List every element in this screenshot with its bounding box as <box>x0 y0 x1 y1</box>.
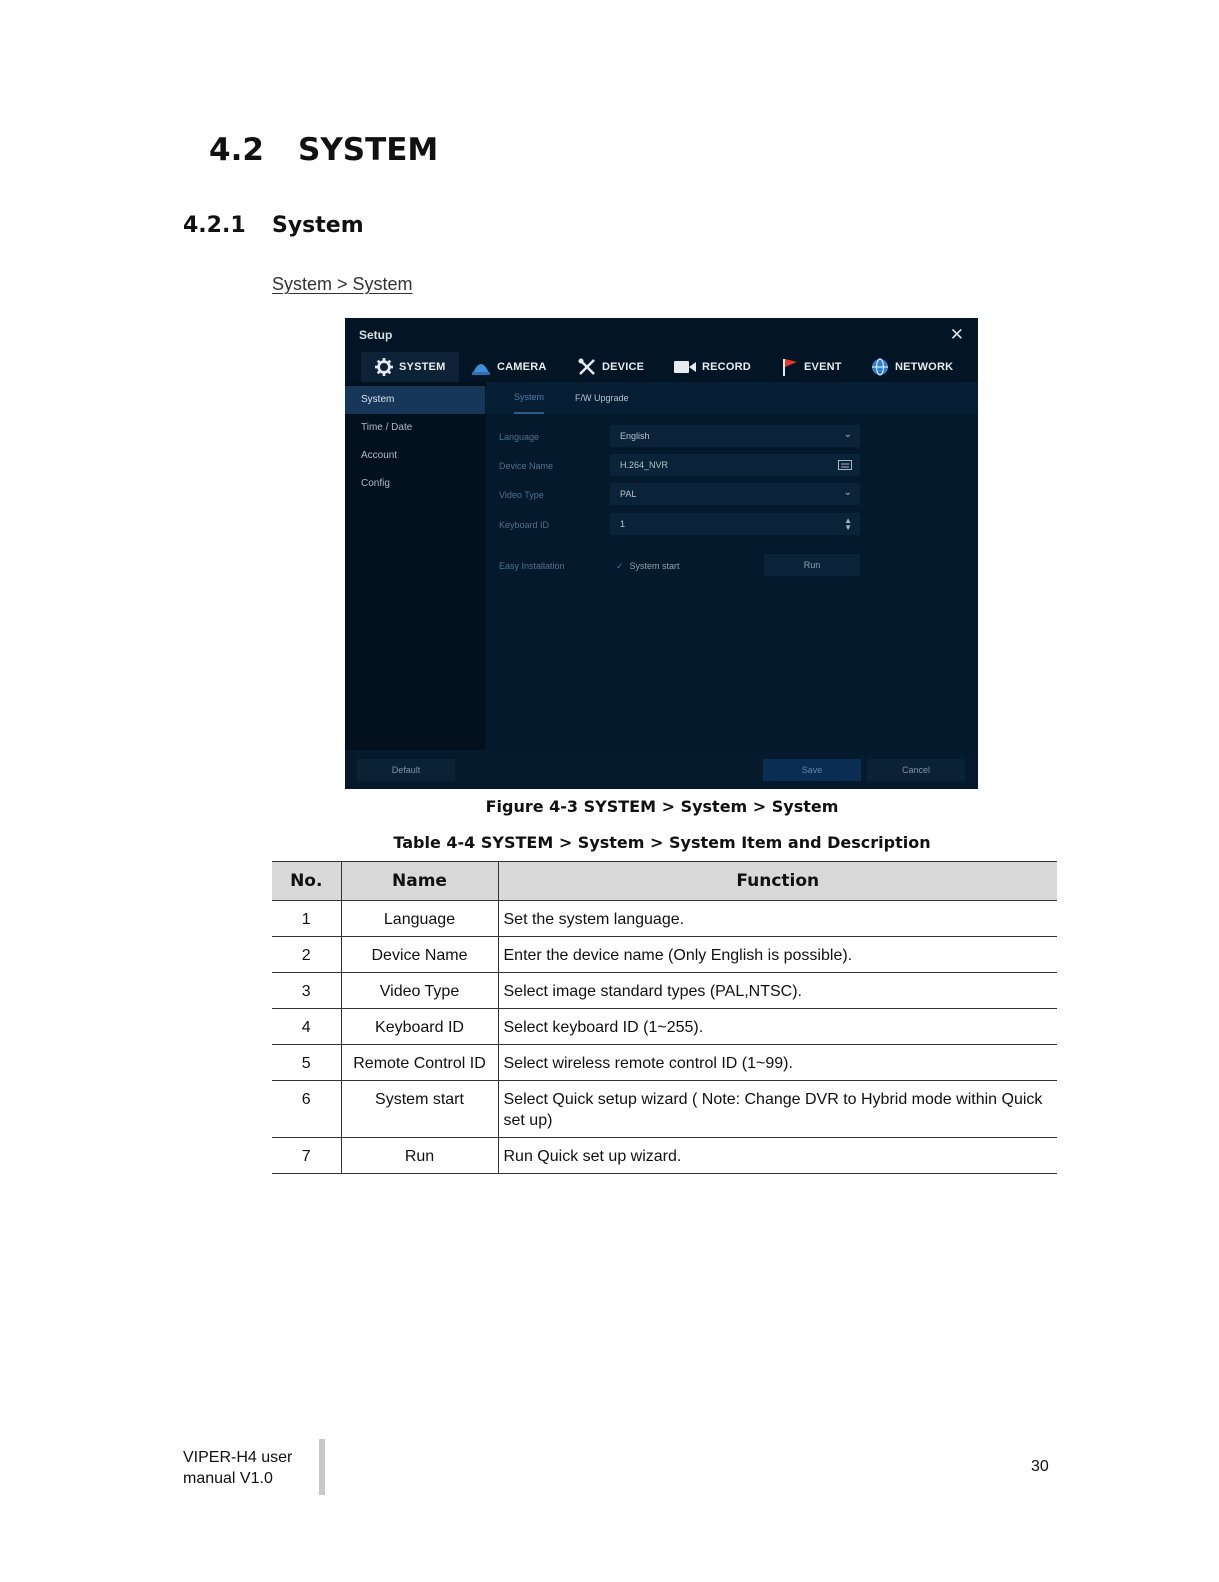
video-icon <box>674 360 696 374</box>
subtab-system[interactable]: System <box>514 382 544 414</box>
field-value: 1 <box>620 519 626 529</box>
subsection-title: System <box>272 213 364 238</box>
settings-panel <box>486 382 978 750</box>
sidebar-item-time-date[interactable] <box>345 414 485 442</box>
sidebar-item-label: Time / Date <box>361 422 413 433</box>
window-footer <box>345 750 978 789</box>
tools-icon <box>578 358 596 376</box>
cell-no: 7 <box>272 1138 341 1174</box>
language-select[interactable] <box>610 425 860 447</box>
field-value: H.264_NVR <box>620 460 669 470</box>
window-titlebar <box>345 318 978 352</box>
cell-no: 3 <box>272 973 341 1009</box>
header-name: Name <box>341 862 498 901</box>
header-no: No. <box>272 862 341 901</box>
cell-name: Keyboard ID <box>341 1009 498 1045</box>
cell-no: 4 <box>272 1009 341 1045</box>
footer-doc-title: VIPER-H4 user <box>183 1449 293 1466</box>
table-caption: Table 4-4 SYSTEM > System > System Item and Description <box>393 833 931 852</box>
run-button[interactable]: Run <box>764 554 860 576</box>
sidebar <box>345 382 485 750</box>
sidebar-item-label: Account <box>361 450 398 461</box>
camera-icon <box>471 359 491 375</box>
globe-icon <box>871 358 889 376</box>
gear-icon <box>375 358 393 376</box>
window-title: Setup <box>359 328 393 342</box>
field-value: PAL <box>620 489 637 499</box>
section-number: 4.2 <box>209 132 264 168</box>
cell-no: 1 <box>272 901 341 937</box>
device-name-field[interactable] <box>610 454 860 476</box>
cell-name: Language <box>341 901 498 937</box>
checkbox-label: System start <box>629 561 680 571</box>
table-row <box>272 973 1057 1009</box>
tab-event[interactable] <box>782 352 842 382</box>
tab-label: EVENT <box>804 361 842 373</box>
close-icon[interactable]: ✕ <box>949 325 964 344</box>
cell-function: Enter the device name (Only English is possible). <box>498 937 1057 973</box>
easy-installation-label: Easy Installation <box>499 561 565 571</box>
sidebar-item-label: System <box>361 394 395 405</box>
footer-doc-version: manual V1.0 <box>183 1470 273 1487</box>
tab-label: SYSTEM <box>399 361 446 373</box>
cancel-button[interactable]: Cancel <box>867 759 965 781</box>
sidebar-item-config[interactable] <box>345 470 485 498</box>
chevron-down-icon: ⌄ <box>843 429 852 440</box>
cell-function: Run Quick set up wizard. <box>498 1138 1057 1174</box>
sidebar-item-account[interactable] <box>345 442 485 470</box>
cell-no: 5 <box>272 1045 341 1081</box>
tab-label: DEVICE <box>602 361 645 373</box>
cell-no: 2 <box>272 937 341 973</box>
table-row <box>272 1045 1057 1081</box>
save-button[interactable]: Save <box>763 759 861 781</box>
language-label: Language <box>499 432 540 442</box>
sidebar-item-system[interactable] <box>345 386 485 414</box>
section-title: SYSTEM <box>298 132 439 168</box>
figure-caption: Figure 4-3 SYSTEM > System > System <box>485 797 839 816</box>
tab-system[interactable] <box>361 352 459 382</box>
keyboard-icon <box>838 460 852 470</box>
cell-function: Select image standard types (PAL,NTSC). <box>498 973 1057 1009</box>
chevron-down-icon: ⌄ <box>843 487 852 498</box>
field-value: English <box>620 431 650 441</box>
footer-divider <box>319 1439 325 1495</box>
description-table <box>272 861 1057 1174</box>
table-row <box>272 1009 1057 1045</box>
keyboard-id-label: Keyboard ID <box>499 520 550 530</box>
flag-icon <box>782 358 798 376</box>
cell-name: Run <box>341 1138 498 1174</box>
table-row <box>272 937 1057 973</box>
system-start-checkbox[interactable] <box>616 561 680 572</box>
tab-record[interactable] <box>674 352 751 382</box>
spinner-icon[interactable]: ▲ ▼ <box>844 516 852 532</box>
sidebar-item-label: Config <box>361 478 390 489</box>
keyboard-id-stepper[interactable] <box>610 513 860 535</box>
table-row <box>272 1138 1057 1174</box>
table-row <box>272 1081 1057 1138</box>
breadcrumb[interactable]: System > System <box>272 274 413 294</box>
table-header-row <box>272 862 1057 901</box>
document-footer <box>183 1447 292 1489</box>
cell-name: System start <box>341 1081 498 1138</box>
cell-function: Select keyboard ID (1~255). <box>498 1009 1057 1045</box>
video-type-select[interactable] <box>610 483 860 505</box>
tab-label: CAMERA <box>497 361 547 373</box>
cell-no: 6 <box>272 1081 341 1138</box>
setup-screenshot <box>345 318 978 789</box>
video-type-label: Video Type <box>499 490 544 500</box>
cell-name: Remote Control ID <box>341 1045 498 1081</box>
subsection-number: 4.2.1 <box>183 213 246 238</box>
cell-function: Select wireless remote control ID (1~99). <box>498 1045 1057 1081</box>
page-number: 30 <box>1031 1458 1049 1475</box>
subtab-bar <box>486 382 978 414</box>
main-tabs <box>345 352 978 382</box>
tab-network[interactable] <box>871 352 953 382</box>
table-row <box>272 901 1057 937</box>
cell-function: Select Quick setup wizard ( Note: Change DVR to Hybrid mode within Quick set up) <box>498 1081 1057 1138</box>
device-name-label: Device Name <box>499 461 554 471</box>
tab-device[interactable] <box>578 352 644 382</box>
tab-camera[interactable] <box>471 352 546 382</box>
tab-label: RECORD <box>702 361 751 373</box>
cell-name: Device Name <box>341 937 498 973</box>
default-button[interactable]: Default <box>357 759 455 781</box>
checkmark-icon: ✓ <box>616 561 624 571</box>
cell-name: Video Type <box>341 973 498 1009</box>
subtab-fw-upgrade[interactable]: F/W Upgrade <box>575 393 629 403</box>
cell-function: Set the system language. <box>498 901 1057 937</box>
header-function: Function <box>498 862 1057 901</box>
tab-label: NETWORK <box>895 361 954 373</box>
